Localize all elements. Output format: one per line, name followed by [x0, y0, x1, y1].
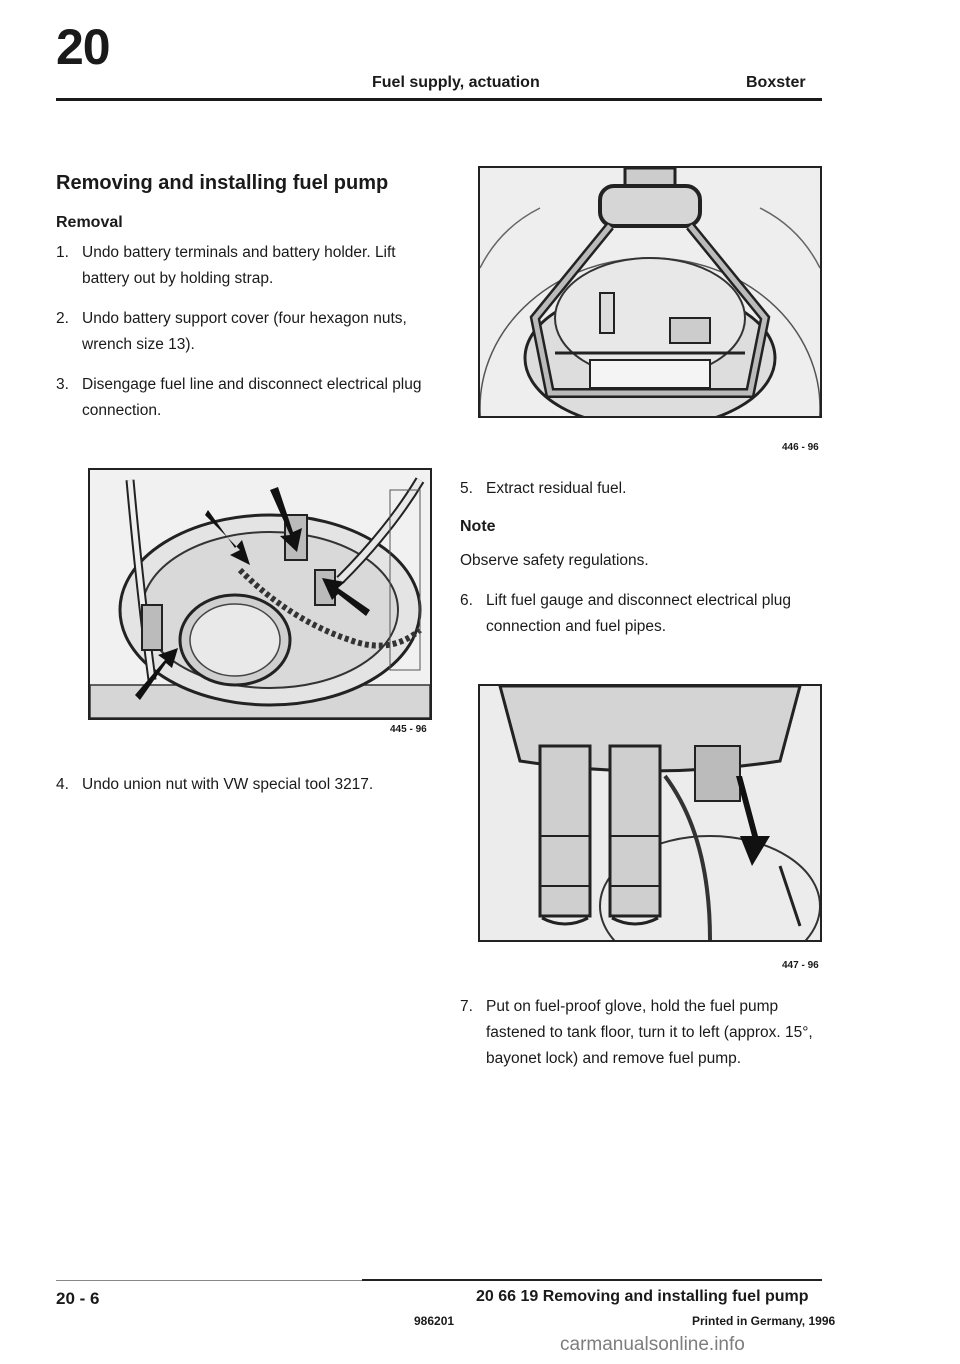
- figure-446-special-tool-on-pump: [478, 166, 822, 418]
- figure-447-illustration: [480, 686, 820, 940]
- figure-446-illustration: [480, 168, 820, 416]
- step-text: Lift fuel gauge and disconnect electrical plug connection and fuel pipes.: [486, 592, 792, 635]
- step-3: [56, 372, 426, 424]
- step-number: 1.: [56, 244, 69, 261]
- step-4: [56, 772, 426, 798]
- header-model: Boxster: [746, 74, 806, 91]
- step-5: [460, 476, 840, 502]
- step-number: 4.: [56, 776, 69, 793]
- step-2: [56, 306, 426, 358]
- figure-447-fuel-pipes: [478, 684, 822, 942]
- figure-445-caption: 445 - 96: [390, 724, 427, 735]
- group-number: 20: [56, 19, 110, 75]
- step-1: [56, 240, 426, 292]
- note-text: Observe safety regulations.: [460, 552, 649, 569]
- figure-446-caption: 446 - 96: [782, 442, 819, 453]
- step-text: Undo battery terminals and battery holder. Lift battery out by holding strap.: [82, 244, 396, 287]
- figure-445-illustration: [90, 470, 430, 718]
- footer-section-title: 20 66 19 Removing and installing fuel pump: [476, 1288, 809, 1305]
- step-text: Undo battery support cover (four hexagon nuts, wrench size 13).: [82, 310, 407, 353]
- header-title: Fuel supply, actuation: [372, 74, 540, 91]
- header-rule: [56, 98, 822, 101]
- section-title: Removing and installing fuel pump: [56, 172, 389, 194]
- step-text: Extract residual fuel.: [486, 480, 627, 497]
- step-7: [460, 994, 830, 1072]
- step-text: Put on fuel-proof glove, hold the fuel pump fastened to tank floor, turn it to left (approx. 15°, bayonet lock) and remove fuel pump.: [486, 998, 813, 1067]
- removal-heading: Removal: [56, 214, 123, 231]
- step-number: 3.: [56, 376, 69, 393]
- page-number: 20 - 6: [56, 1289, 100, 1308]
- note-heading: Note: [460, 518, 496, 535]
- step-number: 5.: [460, 480, 473, 497]
- step-number: 6.: [460, 592, 473, 609]
- figure-447-caption: 447 - 96: [782, 960, 819, 971]
- footer-rule: [362, 1279, 822, 1281]
- step-text: Disengage fuel line and disconnect electrical plug connection.: [82, 376, 422, 419]
- document-code: 986201: [414, 1314, 455, 1328]
- step-number: 7.: [460, 998, 473, 1015]
- step-6: [460, 588, 830, 640]
- figure-445-fuel-pump-connections: [88, 468, 432, 720]
- step-text: Undo union nut with VW special tool 3217.: [82, 776, 374, 793]
- step-number: 2.: [56, 310, 69, 327]
- printed-note: Printed in Germany, 1996: [692, 1314, 836, 1328]
- watermark: carmanualsonline.info: [560, 1334, 745, 1355]
